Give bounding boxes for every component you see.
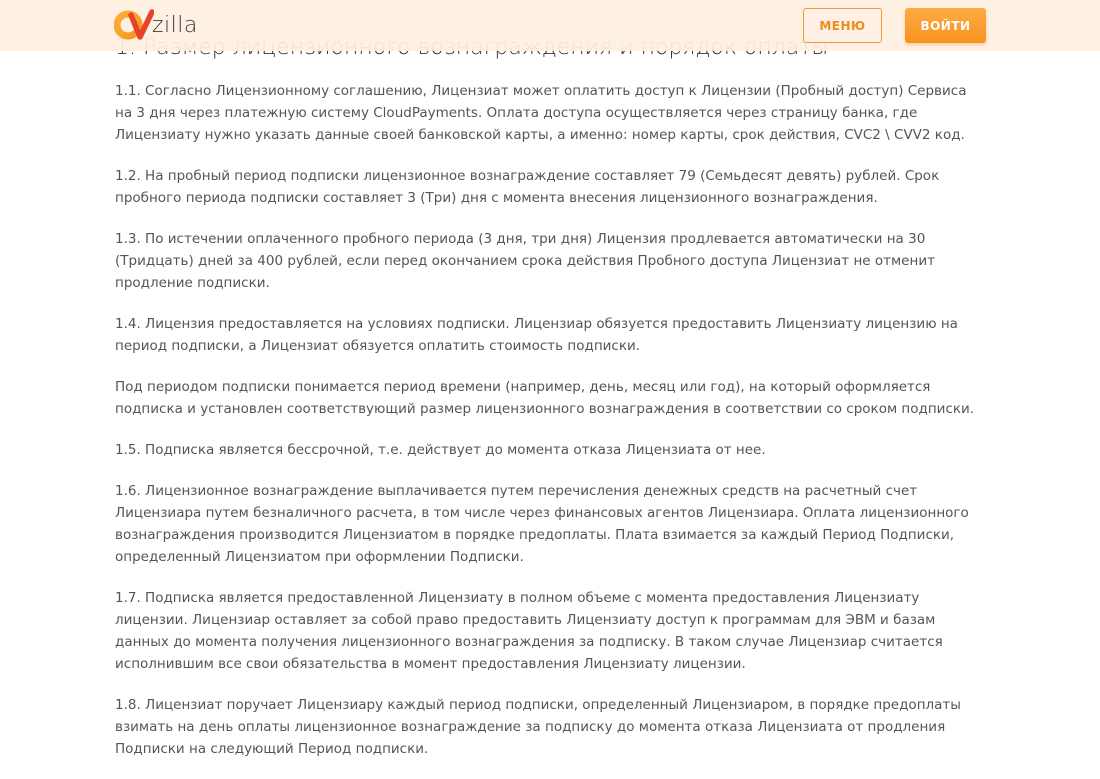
paragraph-1-7: 1.7. Подписка является предоставленной Лицензиату в полном объеме с момента предоставления Лицензиату лицензии. Лицензиар оставляет за собой право предоставить Лицензиату доступ к программам для ЭВМ и базам данных до момента получения лицензионного вознаграждения за подписку. В таком случае Лицензиар считается исполнившим все свои обязательства в момент предоставления Лицензиату лицензии. — [115, 590, 943, 672]
logo-text: zilla — [152, 12, 198, 38]
paragraph-1-2: 1.2. На пробный период подписки лицензионное вознаграждение составляет 79 (Семьдесят девять) рублей. Срок пробного периода подписки составляет 3 (Три) дня с момента внесения лицензионного вознаграждения. — [115, 168, 940, 206]
paragraph-1-3: 1.3. По истечении оплаченного пробного периода (3 дня, три дня) Лицензия продлевается автоматически на 30 (Тридцать) дней за 400 рублей, если перед окончанием срока действия Пробного доступа Лицензиат не отменит продление подписки. — [115, 231, 935, 291]
paragraph-1-8: 1.8. Лицензиат поручает Лицензиару каждый период подписки, определенный Лицензиаром, в порядке предоплаты взимать на день оплаты лицензионное вознаграждение за подписку до момента отказа Лицензиата от продления Подписки на следующий Период подписки. — [115, 697, 961, 757]
menu-button[interactable]: МЕНЮ — [803, 8, 882, 43]
paragraph-1-5: 1.5. Подписка является бессрочной, т.е. действует до момента отказа Лицензиата от нее. — [115, 442, 766, 458]
paragraph-1-1: 1.1. Согласно Лицензионному соглашению, Лицензиат может оплатить доступ к Лицензии (Пробный доступ) Сервиса на 3 дня через платежную систему CloudPayments. Оплата доступа осуществляется через страницу банка, где Лицензиату нужно указать данные своей банковской карты, а именно: номер карты, срок действия, CVC2 \ CVV2 код. — [115, 83, 967, 143]
paragraph-subscription-period: Под периодом подписки понимается период времени (например, день, месяц или год), на который оформляется подписка и установлен соответствующий размер лицензионного вознаграждения в соответствии со сроком подписки. — [115, 379, 975, 417]
paragraph-1-6: 1.6. Лицензионное вознаграждение выплачивается путем перечисления денежных средств на расчетный счет Лицензиара путем безналичного расчета, в том числе через финансовых агентов Лицензиара. Оплата лицензионного вознаграждения производится Лицензиатом в порядке предоплаты. Плата взимается за каждый Период Подписки, определенный Лицензиатом при оформлении Подписки. — [115, 483, 969, 565]
site-header — [0, 0, 1100, 51]
login-button[interactable]: ВОЙТИ — [905, 8, 986, 43]
logo[interactable] — [114, 5, 198, 45]
paragraph-1-4: 1.4. Лицензия предоставляется на условиях подписки. Лицензиар обязуется предоставить Лицензиату лицензию на период подписки, а Лицензиат обязуется оплатить стоимость подписки. — [115, 316, 958, 354]
logo-icon — [114, 9, 154, 41]
terms-paragraphs — [115, 80, 985, 779]
